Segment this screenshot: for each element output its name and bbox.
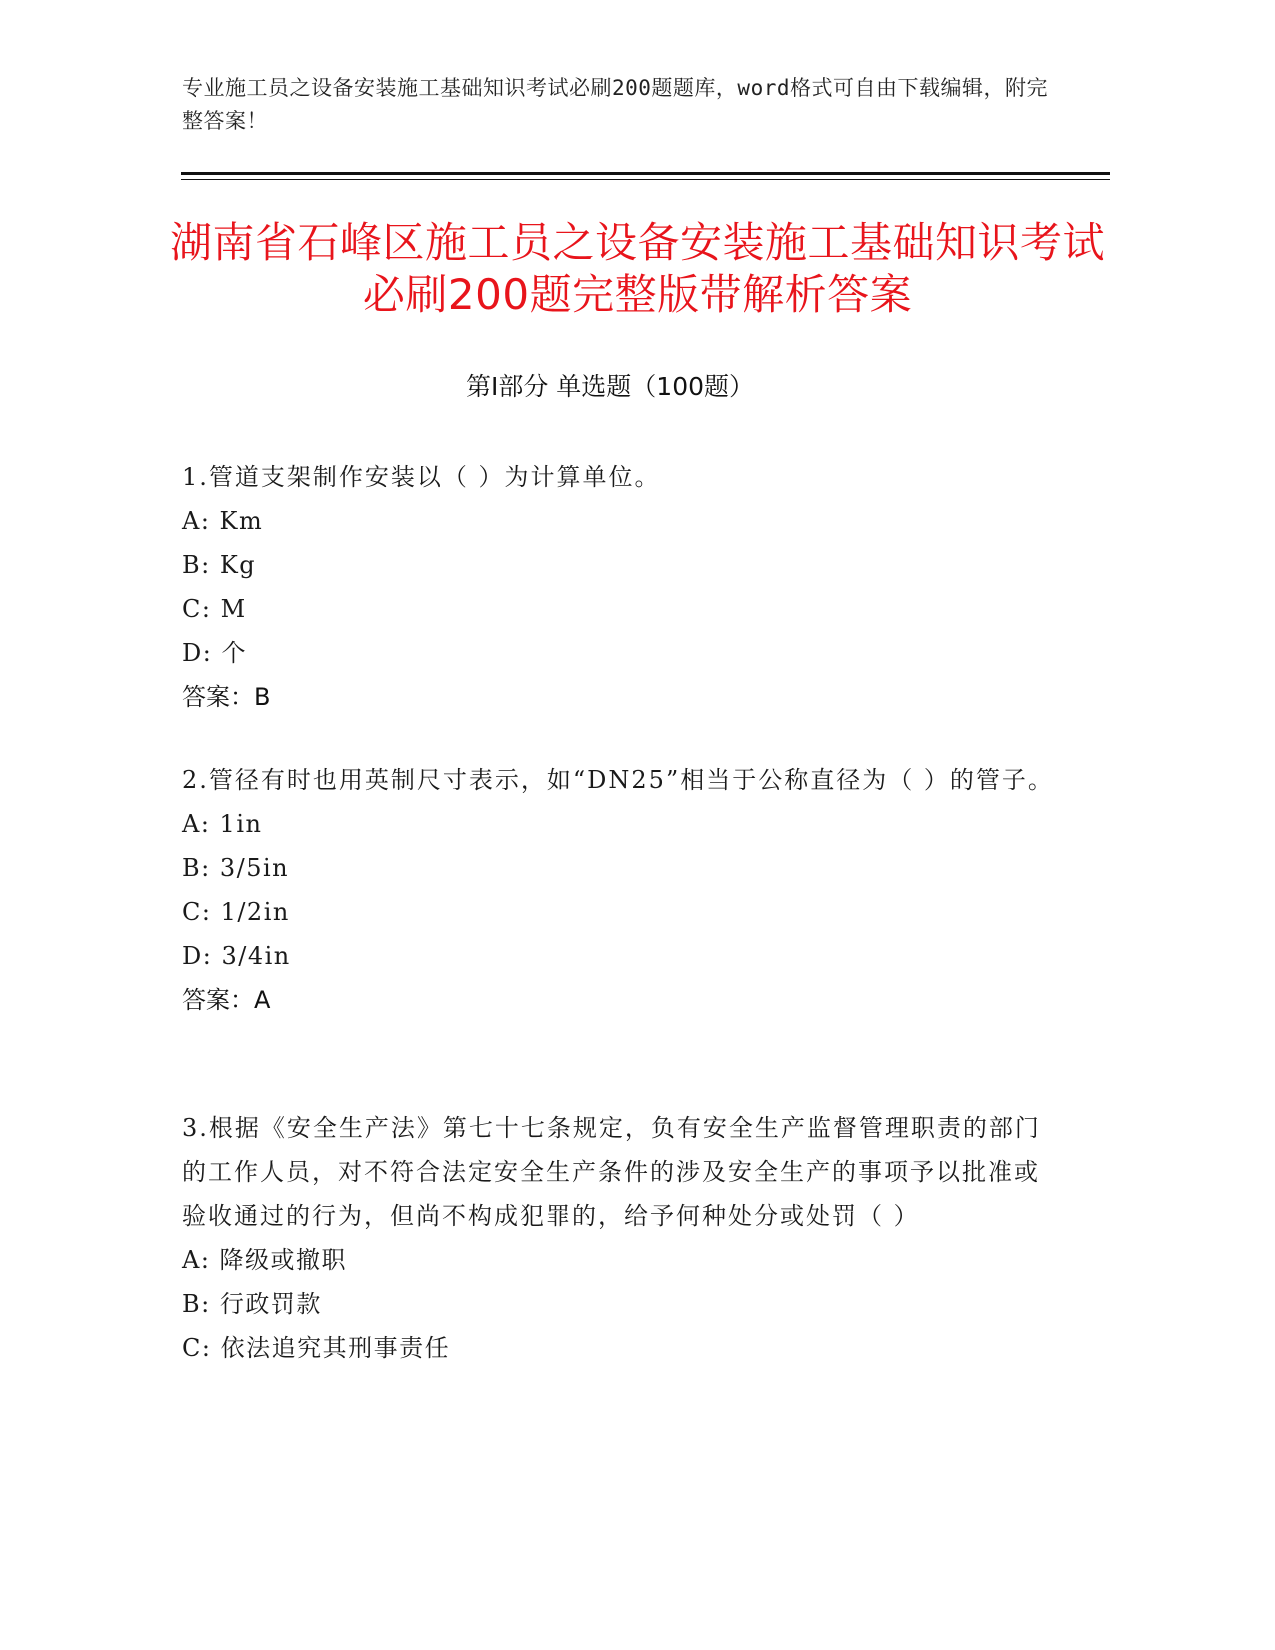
question-stem: 1.管道支架制作安装以（ ）为计算单位。: [182, 463, 661, 491]
question-1: [182, 455, 1062, 719]
question-2: [182, 758, 1062, 1022]
header-divider-thin: [181, 179, 1110, 180]
option-a: A: 1in: [182, 810, 263, 838]
document-title: 湖南省石峰区施工员之设备安装施工基础知识考试必刷200题完整版带解析答案: [169, 218, 1105, 319]
option-d: D: 3/4in: [182, 942, 291, 970]
option-a: A: Km: [182, 507, 264, 535]
option-c: C: 依法追究其刑事责任: [182, 1334, 451, 1362]
option-c: C: M: [182, 595, 247, 623]
answer: 答案：B: [182, 683, 271, 711]
option-b: B: 3/5in: [182, 854, 290, 882]
option-b: B: 行政罚款: [182, 1290, 322, 1318]
header-note: 专业施工员之设备安装施工基础知识考试必刷200题题库，word格式可自由下载编辑，附完整答案！: [182, 76, 1048, 133]
question-stem: 3.根据《安全生产法》第七十七条规定，负有安全生产监督管理职责的部门的工作人员，对不符合法定安全生产条件的涉及安全生产的事项予以批准或验收通过的行为，但尚不构成犯罪的，给予何种处分或处罚（ ）: [182, 1114, 1041, 1230]
option-a: A: 降级或撤职: [182, 1246, 348, 1274]
option-c: C: 1/2in: [182, 898, 290, 926]
question-3: [182, 1106, 1062, 1370]
question-stem: 2.管径有时也用英制尺寸表示，如“DN25”相当于公称直径为（ ）的管子。: [182, 766, 1054, 794]
option-d: D: 个: [182, 639, 247, 667]
option-b: B: Kg: [182, 551, 257, 579]
section-title: 第Ⅰ部分 单选题（100题）: [465, 372, 755, 401]
header-divider-thick: [181, 172, 1110, 175]
answer: 答案：A: [182, 986, 271, 1014]
